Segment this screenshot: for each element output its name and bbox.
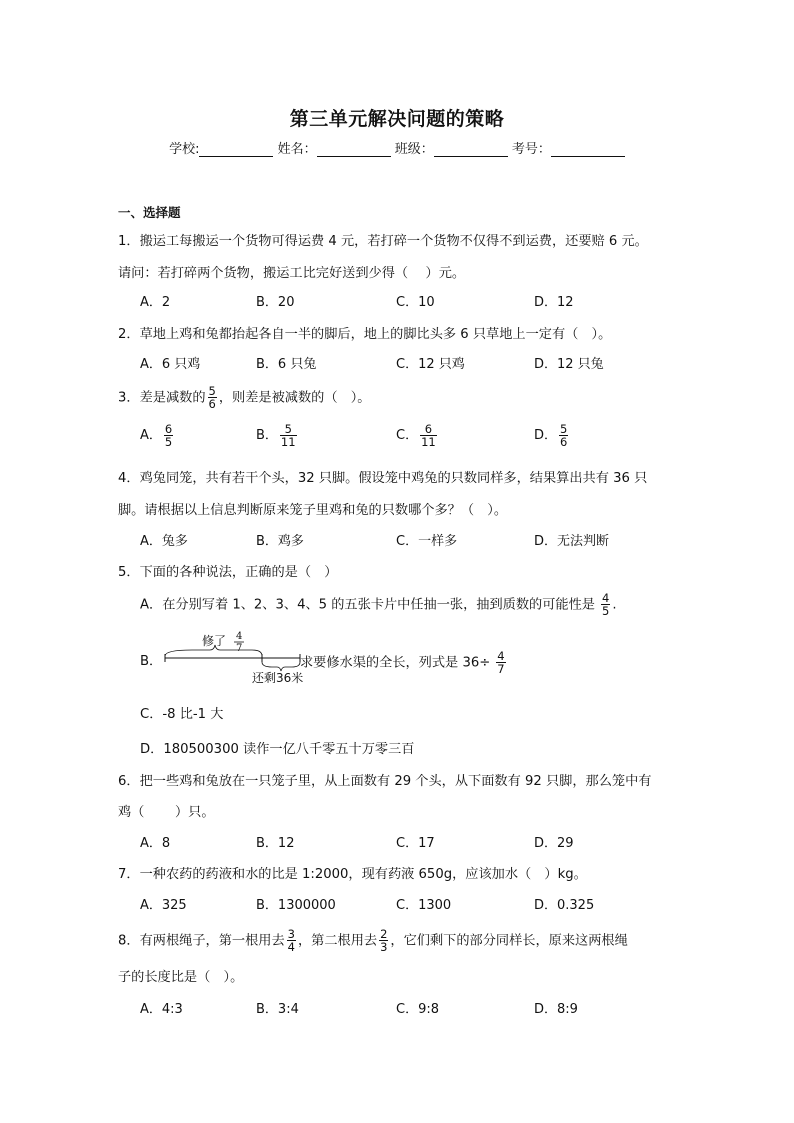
name-label: 姓名：	[277, 142, 317, 157]
q3-option-a[interactable]: A． $\frac{6}{5}$	[140, 422, 173, 449]
q8-fraction-1: $\frac{3}{4}$	[287, 927, 295, 954]
q8-option-d[interactable]: D．8:9	[534, 1002, 578, 1017]
q5-option-a[interactable]: A．在分别写着 1、2、3、4、5 的五张卡片中任抽一张，抽到质数的可能性是 $\frac{4}{5}$ .	[140, 591, 617, 618]
q3-fraction: $\frac{5}{6}$	[208, 384, 216, 411]
q5-option-b-text[interactable]: 求要修水渠的全长，列式是 36÷ $\frac{4}{7}$	[300, 649, 505, 676]
q7-option-d[interactable]: D．0.325	[534, 898, 595, 913]
q1-option-b[interactable]: B．20	[256, 295, 295, 310]
q2-option-c[interactable]: C．12 只鸡	[396, 357, 465, 372]
q4-line1: 4．鸡兔同笼，共有若干个头，32 只脚。假设笼中鸡兔的只数同样多，结果算出共有 36 只	[118, 471, 648, 486]
school-label: 学校:	[169, 142, 200, 157]
q7-option-c[interactable]: C．1300	[396, 898, 452, 913]
q4-option-a[interactable]: A．兔多	[140, 534, 188, 549]
q8-fraction-2: $\frac{2}{3}$	[380, 927, 388, 954]
q3-option-d[interactable]: D． $\frac{5}{6}$	[534, 422, 568, 449]
section-title: 一、选择题	[118, 205, 181, 220]
q3-suffix: ，则差是被减数的（ ）。	[218, 390, 371, 406]
q1-option-c[interactable]: C．10	[396, 295, 435, 310]
q1-line1: 1．搬运工每搬运一个货物可得运费 4 元，若打碎一个货物不仅得不到运费，还要赔 6 元。	[118, 234, 648, 249]
q6-line2: 鸡（ ）只。	[118, 805, 215, 820]
school-blank[interactable]	[199, 142, 273, 157]
diagram-frac-num: 4	[236, 631, 243, 642]
q7-line1: 7．一种农药的药液和水的比是 1:2000，现有药液 650g，应该加水（ ）kg。	[118, 867, 587, 882]
student-info-row	[0, 138, 794, 157]
q8-option-a[interactable]: A．4:3	[140, 1002, 183, 1017]
q3-prefix: 3．差是减数的	[118, 390, 206, 406]
q5-option-c[interactable]: C．-8 比-1 大	[140, 707, 224, 722]
q8-option-b[interactable]: B．3:4	[256, 1002, 299, 1017]
q7-option-b[interactable]: B．1300000	[256, 898, 336, 913]
name-blank[interactable]	[317, 142, 391, 157]
class-blank[interactable]	[434, 142, 508, 157]
q8-line2: 子的长度比是（ ）。	[118, 970, 244, 985]
q6-option-d[interactable]: D．29	[534, 836, 574, 851]
q8-line1: 8．有两根绳子，第一根用去 $\frac{3}{4}$ ，第二根用去 $\frac{2}{3}$ ，它们剩下的部分同样长，原来这两根绳	[118, 927, 628, 954]
q1-line2: 请问：若打碎两个货物，搬运工比完好送到少得（ ）元。	[118, 266, 466, 281]
diagram-repaired-label: 修了	[202, 634, 227, 648]
q4-option-d[interactable]: D．无法判断	[534, 534, 610, 549]
exam-no-label: 考号：	[511, 142, 551, 157]
q5-option-b-label[interactable]: B．	[140, 654, 163, 669]
q8-option-c[interactable]: C．9:8	[396, 1002, 439, 1017]
diagram-frac-den: 7	[236, 643, 243, 654]
q1-option-a[interactable]: A．2	[140, 295, 171, 310]
q2-option-d[interactable]: D．12 只兔	[534, 357, 604, 372]
class-label: 班级：	[394, 142, 434, 157]
q4-option-b[interactable]: B．鸡多	[256, 534, 304, 549]
q3-option-b[interactable]: B． $\frac{5}{11}$	[256, 422, 296, 449]
q5-option-d[interactable]: D．180500300 读作一亿八千零五十万零三百	[140, 742, 415, 757]
q5-line1: 5．下面的各种说法，正确的是（ ）	[118, 565, 338, 580]
q2-option-a[interactable]: A．6 只鸡	[140, 357, 201, 372]
q2-line1: 2．草地上鸡和兔都抬起各自一半的脚后，地上的脚比头多 6 只草地上一定有（ ）。	[118, 327, 612, 342]
q4-option-c[interactable]: C．一样多	[396, 534, 458, 549]
page-title: 第三单元解决问题的策略	[289, 108, 505, 130]
q2-option-b[interactable]: B．6 只兔	[256, 357, 317, 372]
q1-option-d[interactable]: D．12	[534, 295, 574, 310]
q4-line2: 脚。请根据以上信息判断原来笼子里鸡和兔的只数哪个多？（ ）。	[118, 503, 508, 518]
diagram-remaining-label: 还剩36米	[252, 671, 304, 685]
q6-option-a[interactable]: A．8	[140, 836, 171, 851]
exam-no-blank[interactable]	[551, 142, 625, 157]
q3-option-c[interactable]: C． $\frac{6}{11}$	[396, 422, 436, 449]
q6-option-b[interactable]: B．12	[256, 836, 295, 851]
canal-diagram	[162, 630, 307, 688]
q6-option-c[interactable]: C．17	[396, 836, 435, 851]
q7-option-a[interactable]: A．325	[140, 898, 187, 913]
q6-line1: 6．把一些鸡和兔放在一只笼子里，从上面数有 29 个头，从下面数有 92 只脚，那么笼中有	[118, 774, 652, 789]
q3-line1	[118, 385, 371, 410]
